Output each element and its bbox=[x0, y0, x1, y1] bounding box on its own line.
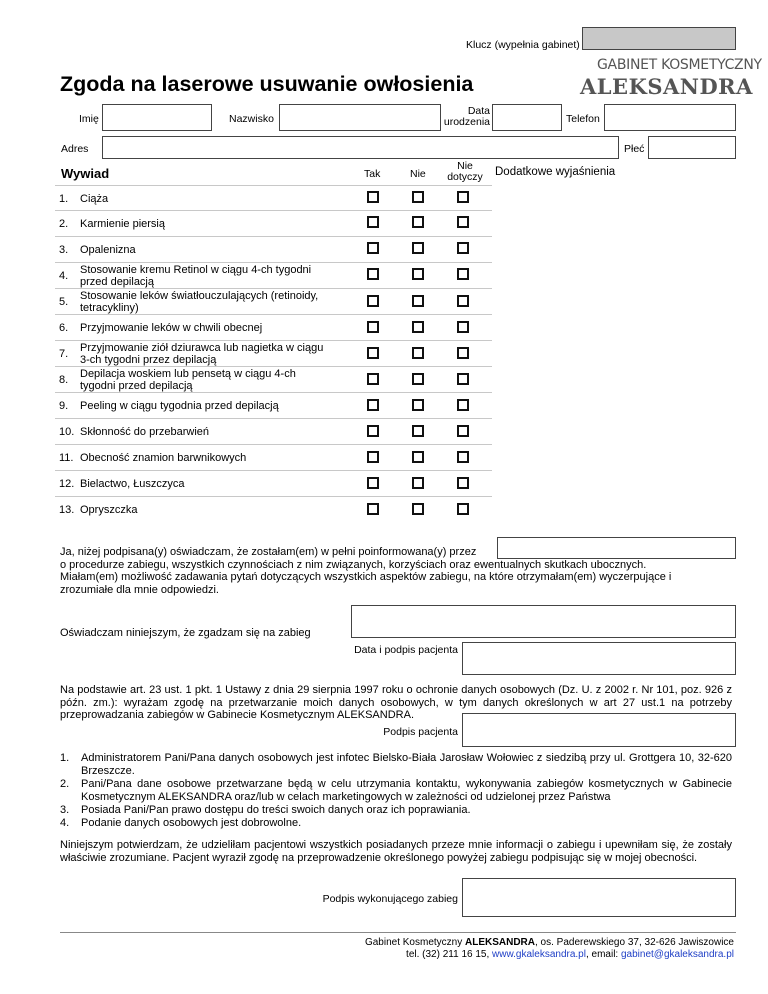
logo-brand: ALEKSANDRA bbox=[580, 74, 753, 99]
checkbox-no[interactable] bbox=[412, 503, 424, 515]
checkbox-no[interactable] bbox=[412, 268, 424, 280]
checkbox-yes[interactable] bbox=[367, 295, 379, 307]
checkbox-yes[interactable] bbox=[367, 373, 379, 385]
checkbox-yes[interactable] bbox=[367, 425, 379, 437]
interview-row: 13. Opryszczka bbox=[55, 496, 492, 523]
interview-row: 2. Karmienie piersią bbox=[55, 210, 492, 237]
col-notes-label: Dodatkowe wyjaśnienia bbox=[495, 166, 616, 178]
page-title: Zgoda na laserowe usuwanie owłosienia bbox=[60, 72, 474, 96]
checkbox-yes[interactable] bbox=[367, 321, 379, 333]
checkbox-na[interactable] bbox=[457, 268, 469, 280]
footer-contact: tel. (32) 211 16 15, www.gkaleksandra.pl, email: gabinet@gkaleksandra.pl bbox=[406, 949, 734, 960]
list-item: 4. Podanie danych osobowych jest dobrowolne. bbox=[60, 817, 302, 829]
checkbox-na[interactable] bbox=[457, 347, 469, 359]
checkbox-yes[interactable] bbox=[367, 477, 379, 489]
phone-field[interactable] bbox=[604, 104, 736, 131]
patient-date-signature-field[interactable] bbox=[462, 642, 736, 675]
sex-field[interactable] bbox=[648, 136, 736, 159]
declaration-line-4: zrozumiałe dla mnie odpowiedzi. bbox=[60, 584, 219, 596]
checkbox-na[interactable] bbox=[457, 373, 469, 385]
first-name-label: Imię bbox=[79, 113, 99, 125]
checkbox-no[interactable] bbox=[412, 399, 424, 411]
checkbox-no[interactable] bbox=[412, 425, 424, 437]
gdpr-info-list bbox=[60, 752, 732, 830]
declaration-line-2: o procedurze zabiegu, wszystkich czynnościach z nim związanych, korzyściach oraz ewentualnych skutkach ubocznych. bbox=[60, 559, 647, 571]
checkbox-na[interactable] bbox=[457, 425, 469, 437]
checkbox-yes[interactable] bbox=[367, 347, 379, 359]
phone-label: Telefon bbox=[566, 113, 600, 125]
checkbox-no[interactable] bbox=[412, 477, 424, 489]
consent-text: Oświadczam niniejszym, że zgadzam się na zabieg bbox=[60, 627, 311, 639]
footer-address: Gabinet Kosmetyczny ALEKSANDRA, os. Paderewskiego 37, 32-626 Jawiszowice bbox=[364, 937, 734, 948]
checkbox-no[interactable] bbox=[412, 216, 424, 228]
interview-row: 7. Przyjmowanie ziół dziurawca lub nagietka w ciągu 3-ch tygodni przez depilacją bbox=[55, 340, 492, 367]
declaration-line-1: Ja, niżej podpisana(y) oświadczam, że zostałam(em) w pełni poinformowana(y) przez bbox=[60, 546, 477, 558]
practitioner-sign-label: Podpis wykonującego zabieg bbox=[322, 893, 458, 905]
sex-label: Płeć bbox=[624, 143, 645, 155]
checkbox-no[interactable] bbox=[412, 321, 424, 333]
dob-field[interactable] bbox=[492, 104, 562, 131]
checkbox-na[interactable] bbox=[457, 216, 469, 228]
list-item: 2. Pani/Pana dane osobowe przetwarzane będą w celu utrzymania kontaktu, wykonywania zabiegów kosmetycznych w Gabinecie Kosmetycznym ALEKSANDRA oraz/lub w celach marketingowych w zależności od udzielonej przez Państwa bbox=[60, 778, 732, 803]
interview-row: 5. Stosowanie leków światłouczulających (retinoidy, tetracykliny) bbox=[55, 288, 492, 315]
interview-row: 3. Opalenizna bbox=[55, 236, 492, 263]
first-name-field[interactable] bbox=[102, 104, 212, 131]
interview-row: 10. Skłonność do przebarwień bbox=[55, 418, 492, 445]
gdpr-consent-text: Na podstawie art. 23 ust. 1 pkt. 1 Ustawy z dnia 29 sierpnia 1997 roku o ochronie danych osobowych (Dz. U. z 2002 r. Nr 101, poz. 926 z późn. zm.): wyrażam zgodę na przetwarzanie moich danych osobowych, w tym danych określonych w art 27 ust.1 na potrzeby przeprowadzania zabiegów w Gabinecie Kosmetycznym ALEKSANDRA. bbox=[60, 684, 732, 721]
consent-field[interactable] bbox=[351, 605, 736, 638]
checkbox-na[interactable] bbox=[457, 191, 469, 203]
checkbox-na[interactable] bbox=[457, 399, 469, 411]
logo-subtitle: GABINET KOSMETYCZNY bbox=[597, 57, 762, 73]
checkbox-yes[interactable] bbox=[367, 399, 379, 411]
checkbox-no[interactable] bbox=[412, 242, 424, 254]
checkbox-no[interactable] bbox=[412, 373, 424, 385]
practitioner-signature-field[interactable] bbox=[462, 878, 736, 917]
checkbox-na[interactable] bbox=[457, 503, 469, 515]
footer-divider bbox=[60, 932, 736, 933]
list-item: 1. Administratorem Pani/Pana danych osobowych jest infotec Bielsko-Biała Jarosław Wołowiec z siedzibą przy ul. Grottgera 10, 32-620 Brzeszcze. bbox=[60, 752, 732, 777]
checkbox-na[interactable] bbox=[457, 295, 469, 307]
col-no-label: Nie bbox=[410, 168, 426, 180]
interview-row: 8. Depilacja woskiem lub pensetą w ciągu 4-ch tygodni przed depilacją bbox=[55, 366, 492, 393]
checkbox-yes[interactable] bbox=[367, 242, 379, 254]
col-yes-label: Tak bbox=[364, 168, 381, 180]
checkbox-no[interactable] bbox=[412, 451, 424, 463]
address-field[interactable] bbox=[102, 136, 619, 159]
list-item: 3. Posiada Pani/Pan prawo dostępu do treści swoich danych oraz ich poprawiania. bbox=[60, 804, 471, 816]
address-label: Adres bbox=[61, 143, 89, 155]
email-link[interactable]: gabinet@gkaleksandra.pl bbox=[620, 949, 734, 960]
checkbox-yes[interactable] bbox=[367, 268, 379, 280]
interview-heading: Wywiad bbox=[61, 166, 110, 181]
last-name-label: Nazwisko bbox=[229, 113, 274, 125]
patient-sign-label: Podpis pacjenta bbox=[383, 726, 458, 738]
key-field[interactable] bbox=[582, 27, 736, 50]
checkbox-na[interactable] bbox=[457, 321, 469, 333]
col-na-label: Nie dotyczy bbox=[447, 160, 483, 183]
key-label: Klucz (wypełnia gabinet) bbox=[466, 39, 580, 51]
checkbox-no[interactable] bbox=[412, 191, 424, 203]
checkbox-yes[interactable] bbox=[367, 216, 379, 228]
checkbox-na[interactable] bbox=[457, 451, 469, 463]
interview-row: 12. Bielactwo, Łuszczyca bbox=[55, 470, 492, 497]
interview-row: 1. Ciąża bbox=[55, 185, 492, 212]
informed-by-field[interactable] bbox=[497, 537, 736, 559]
practitioner-confirmation-text: Niniejszym potwierdzam, że udzieliłam pacjentowi wszystkich posiadanych przeze mnie informacji o zabiegu i upewniłam się, że zostały właściwie zrozumiane. Pacjent wyraził zgodę na przeprowadzenie określonego powyżej zabiegu podpisując się w mojej obecności. bbox=[60, 839, 732, 864]
patient-signature-field[interactable] bbox=[462, 713, 736, 747]
checkbox-yes[interactable] bbox=[367, 451, 379, 463]
checkbox-na[interactable] bbox=[457, 242, 469, 254]
interview-row: 4. Stosowanie kremu Retinol w ciągu 4-ch tygodni przed depilacją bbox=[55, 262, 492, 289]
interview-row: 6. Przyjmowanie leków w chwili obecnej bbox=[55, 314, 492, 341]
last-name-field[interactable] bbox=[279, 104, 441, 131]
checkbox-yes[interactable] bbox=[367, 191, 379, 203]
checkbox-no[interactable] bbox=[412, 295, 424, 307]
interview-row: 11. Obecność znamion barwnikowych bbox=[55, 444, 492, 471]
dob-label: Data urodzenia bbox=[443, 105, 490, 128]
interview-row: 9. Peeling w ciągu tygodnia przed depilacją bbox=[55, 392, 492, 419]
checkbox-na[interactable] bbox=[457, 477, 469, 489]
website-link[interactable]: www.gkaleksandra.pl bbox=[492, 949, 586, 960]
checkbox-yes[interactable] bbox=[367, 503, 379, 515]
declaration-line-3: Miałam(em) możliwość zadawania pytań dotyczących wszystkich aspektów zabiegu, na które otrzymałam(em) wyczerpujące i bbox=[60, 571, 672, 583]
checkbox-no[interactable] bbox=[412, 347, 424, 359]
date-sign-label: Data i podpis pacjenta bbox=[354, 644, 458, 656]
